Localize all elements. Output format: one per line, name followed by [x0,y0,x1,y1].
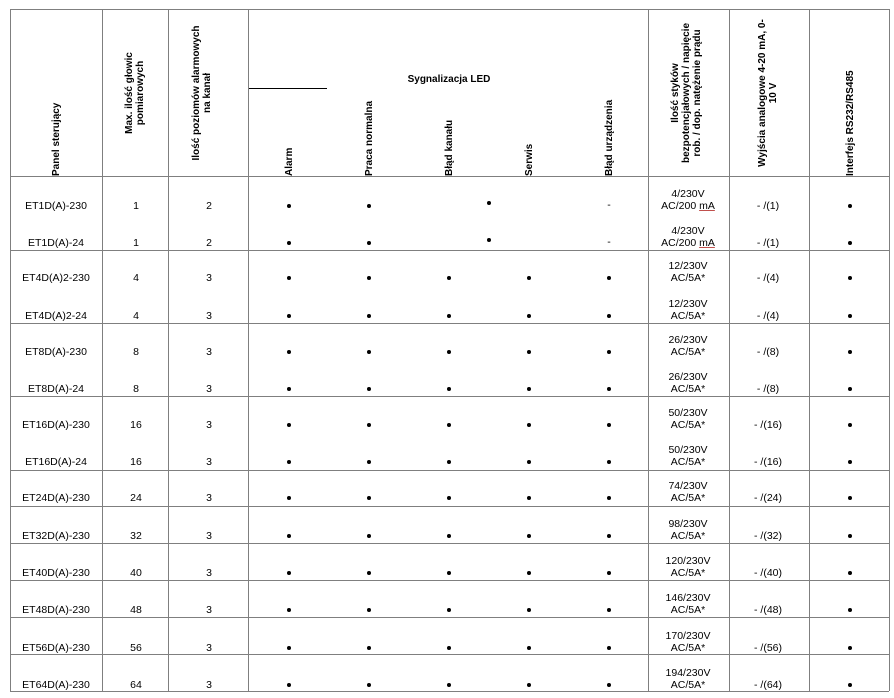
cell-model: ET16D(A)-24 [25,456,87,468]
cell-model: ET48D(A)-230 [22,604,90,616]
cell-analog-outputs: - /(4) [756,272,780,284]
cell-relays-line-2 [671,493,705,504]
cell-relays-line-2 [671,457,705,468]
cell-relays-line-2 [671,605,705,616]
interface-dot [848,276,852,280]
led-alarm-dot [287,423,291,427]
header-alarm-levels [191,10,213,176]
cell-model: ET64D(A)-230 [22,679,90,691]
cell-relays-line-1: 4/230V [671,225,705,237]
cell-relays-line-1: 50/230V [668,407,708,419]
cell-relays-line-1: 26/230V [668,334,708,346]
interface-dot [848,496,852,500]
cell-analog-outputs: - /(4) [756,310,780,322]
cell-max-heads: 16 [130,456,142,468]
header-panel: Panel sterujący [51,102,62,176]
led-device-error-dot [607,314,611,318]
led-channel-error-dot [447,571,451,575]
led-channel-error-dot [447,460,451,464]
cell-alarm-levels: 3 [206,346,212,358]
header-led-device-error: Błąd urządzenia [604,99,615,176]
cell-max-heads: 40 [130,567,142,579]
led-device-error-dot [607,534,611,538]
cell-relays-rating: AC/200 [661,200,700,212]
cell-max-heads: 16 [130,419,142,431]
led-alarm-dot [287,534,291,538]
cell-max-heads: 24 [130,492,142,504]
header-relays [670,10,703,176]
cell-max-heads: 1 [133,237,139,249]
led-service-dot [527,423,531,427]
cell-relays-line-2 [661,238,715,249]
header-relays-line-1: Ilość styków [670,63,681,123]
led-normal-dot [367,204,371,208]
cell-analog-outputs: - /(32) [753,530,783,542]
led-service-dot [527,350,531,354]
cell-relays-line-2 [671,311,705,322]
cell-model: ET40D(A)-230 [22,567,90,579]
cell-relays-line-2 [671,384,705,395]
cell-relays-line-2 [671,347,705,358]
led-normal-dot [367,571,371,575]
cell-analog-outputs: - /(8) [756,346,780,358]
cell-alarm-levels: 3 [206,642,212,654]
led-normal-dot [367,646,371,650]
header-led-channel-error: Błąd kanału [444,119,455,176]
cell-max-heads: 4 [133,272,139,284]
cell-relays-rating: AC/5A* [670,567,706,579]
header-led-group: Sygnalizacja LED [407,74,491,85]
cell-model: ET4D(A)2-230 [22,272,90,284]
led-service-dot [527,460,531,464]
led-service-dot [527,496,531,500]
led-alarm-dot [287,683,291,687]
led-alarm-dot [287,571,291,575]
led-device-error-dot [607,460,611,464]
cell-device-error: - [607,236,611,248]
cell-relays-line-1: 146/230V [665,592,711,604]
cell-relays-line-1: 194/230V [665,667,711,679]
cell-max-heads: 1 [133,200,139,212]
cell-max-heads: 4 [133,310,139,322]
cell-max-heads: 8 [133,383,139,395]
led-normal-dot [367,460,371,464]
cell-relays-rating: AC/5A* [670,419,706,431]
cell-relays-rating: AC/5A* [670,642,706,654]
cell-alarm-levels: 2 [206,237,212,249]
interface-dot [848,608,852,612]
led-alarm-dot [287,496,291,500]
led-service-dot [487,201,491,205]
led-channel-error-dot [447,423,451,427]
cell-relays-line-1: 4/230V [671,188,705,200]
cell-analog-outputs: - /(48) [753,604,783,616]
led-channel-error-dot [447,314,451,318]
led-channel-error-dot [447,608,451,612]
header-analog-line-1: Wyjścia analogowe 4-20 mA, 0- [757,19,768,167]
interface-dot [848,423,852,427]
led-alarm-dot [287,646,291,650]
interface-dot [848,204,852,208]
cell-relays-line-2 [671,531,705,542]
cell-alarm-levels: 3 [206,679,212,691]
cell-alarm-levels: 3 [206,419,212,431]
interface-dot [848,314,852,318]
cell-relays-line-2 [671,643,705,654]
cell-analog-outputs: - /(1) [756,237,780,249]
led-device-error-dot [607,646,611,650]
cell-model: ET8D(A)-230 [25,346,87,358]
cell-model: ET1D(A)-24 [27,237,85,249]
led-channel-error-dot [447,683,451,687]
cell-relays-rating: AC/5A* [670,310,706,322]
cell-alarm-levels: 2 [206,200,212,212]
cell-relays-rating: AC/200 [661,237,700,249]
led-service-dot [527,646,531,650]
cell-relays-line-2 [671,568,705,579]
cell-analog-outputs: - /(64) [753,679,783,691]
led-normal-dot [367,350,371,354]
cell-relays-line-1: 170/230V [665,630,711,642]
cell-max-heads: 64 [130,679,142,691]
led-device-error-dot [607,387,611,391]
cell-relays-unit: mA [699,237,715,249]
led-normal-dot [367,534,371,538]
header-led-service: Serwis [524,143,535,176]
led-device-error-dot [607,683,611,687]
led-channel-error-dot [447,646,451,650]
led-normal-dot [367,608,371,612]
header-analog-line-2: 10 V [768,82,779,104]
led-alarm-dot [287,276,291,280]
cell-relays-line-1: 120/230V [665,555,711,567]
header-interface: Interfejs RS232/RS485 [845,70,856,176]
interface-dot [848,460,852,464]
cell-analog-outputs: - /(8) [756,383,780,395]
led-service-dot [527,683,531,687]
interface-dot [848,534,852,538]
led-channel-error-dot [447,534,451,538]
cell-alarm-levels: 3 [206,310,212,322]
led-alarm-dot [287,608,291,612]
led-service-dot [527,608,531,612]
led-channel-error-dot [447,496,451,500]
cell-relays-rating: AC/5A* [670,530,706,542]
cell-max-heads: 32 [130,530,142,542]
header-max-heads [124,10,146,176]
led-normal-dot [367,314,371,318]
cell-relays-rating: AC/5A* [670,679,706,691]
cell-model: ET24D(A)-230 [22,492,90,504]
interface-dot [848,241,852,245]
cell-analog-outputs: - /(24) [753,492,783,504]
cell-relays-line-1: 12/230V [668,298,708,310]
led-normal-dot [367,496,371,500]
cell-relays-line-1: 98/230V [668,518,708,530]
led-normal-dot [367,387,371,391]
cell-device-error: - [607,199,611,211]
led-service-dot [487,238,491,242]
cell-relays-line-2 [671,420,705,431]
led-device-error-dot [607,608,611,612]
cell-alarm-levels: 3 [206,272,212,284]
interface-dot [848,683,852,687]
cell-relays-rating: AC/5A* [670,383,706,395]
led-device-error-dot [607,276,611,280]
led-device-error-dot [607,350,611,354]
cell-alarm-levels: 3 [206,567,212,579]
cell-max-heads: 56 [130,642,142,654]
cell-analog-outputs: - /(40) [753,567,783,579]
led-alarm-dot [287,350,291,354]
cell-analog-outputs: - /(16) [753,456,783,468]
header-max-heads-line-2: pomiarowych [135,60,146,126]
led-service-dot [527,571,531,575]
led-channel-error-dot [447,350,451,354]
cell-relays-line-1: 74/230V [668,480,708,492]
cell-model: ET16D(A)-230 [22,419,90,431]
cell-relays-rating: AC/5A* [670,604,706,616]
led-service-dot [527,387,531,391]
led-channel-error-dot [447,276,451,280]
interface-dot [848,571,852,575]
cell-model: ET32D(A)-230 [22,530,90,542]
cell-relays-line-1: 26/230V [668,371,708,383]
header-max-heads-line-1: Max. ilość głowic [124,52,135,134]
cell-relays-rating: AC/5A* [670,272,706,284]
cell-relays-unit: mA [699,200,715,212]
led-alarm-dot [287,204,291,208]
cell-analog-outputs: - /(56) [753,642,783,654]
led-normal-dot [367,241,371,245]
led-alarm-dot [287,314,291,318]
cell-model: ET1D(A)-230 [25,200,87,212]
cell-relays-rating: AC/5A* [670,492,706,504]
led-device-error-dot [607,571,611,575]
led-normal-dot [367,683,371,687]
header-relays-line-2: bezpotencjałowych / napięcie [681,22,692,164]
interface-dot [848,646,852,650]
led-device-error-dot [607,496,611,500]
cell-alarm-levels: 3 [206,530,212,542]
cell-alarm-levels: 3 [206,492,212,504]
interface-dot [848,350,852,354]
header-led-normal: Praca normalna [364,100,375,176]
cell-relays-line-2 [671,273,705,284]
cell-alarm-levels: 3 [206,604,212,616]
header-relays-line-3: rob. / dop. natężenie prądu [692,29,703,157]
cell-analog-outputs: - /(16) [753,419,783,431]
cell-model: ET4D(A)2-24 [25,310,87,322]
led-device-error-dot [607,423,611,427]
header-alarm-levels-line-1: Ilość poziomów alarmowych [191,25,202,161]
header-led-alarm: Alarm [284,147,295,176]
header-analog [757,10,779,176]
cell-relays-line-1: 50/230V [668,444,708,456]
cell-alarm-levels: 3 [206,456,212,468]
cell-model: ET56D(A)-230 [22,642,90,654]
cell-alarm-levels: 3 [206,383,212,395]
cell-relays-line-1: 12/230V [668,260,708,272]
led-alarm-dot [287,460,291,464]
led-normal-dot [367,423,371,427]
interface-dot [848,387,852,391]
cell-max-heads: 8 [133,346,139,358]
led-service-dot [527,534,531,538]
cell-max-heads: 48 [130,604,142,616]
header-alarm-levels-line-2: na kanał [202,72,213,114]
led-alarm-dot [287,387,291,391]
cell-relays-line-2 [671,680,705,691]
cell-model: ET8D(A)-24 [27,383,85,395]
led-service-dot [527,314,531,318]
led-service-dot [527,276,531,280]
cell-relays-rating: AC/5A* [670,346,706,358]
cell-relays-rating: AC/5A* [670,456,706,468]
cell-analog-outputs: - /(1) [756,200,780,212]
cell-relays-line-2 [661,201,715,212]
led-alarm-dot [287,241,291,245]
led-normal-dot [367,276,371,280]
led-channel-error-dot [447,387,451,391]
